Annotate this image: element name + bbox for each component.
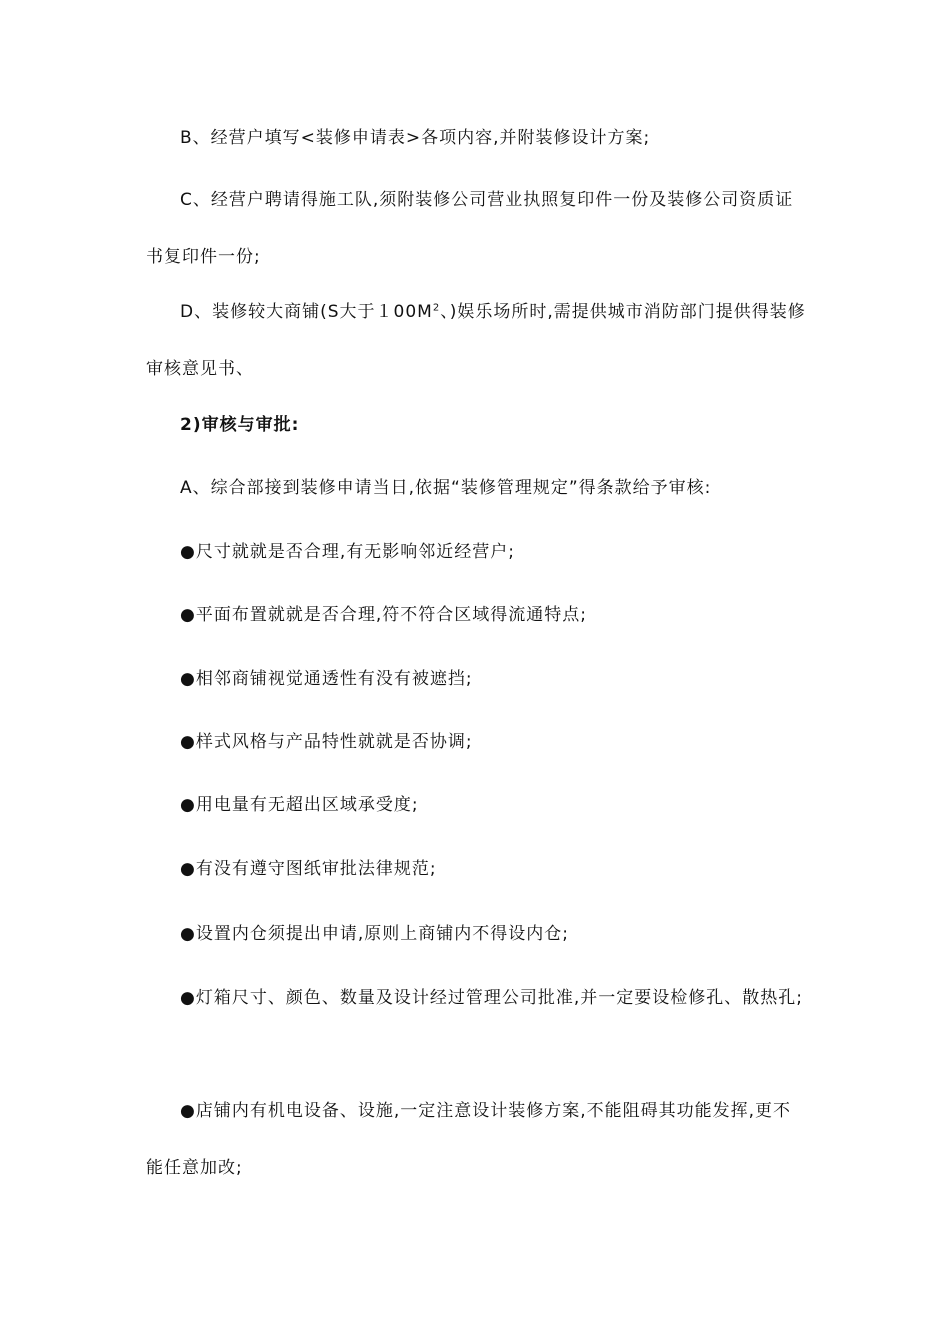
superscript-two: 2 xyxy=(432,302,441,314)
paragraph-d-text-after: 、)娱乐场所时,需提供城市消防部门提供得装修审核意见书、 xyxy=(146,302,806,379)
section-heading-review-approval: 2)审核与审批: xyxy=(180,415,300,435)
paragraph-d-large-shop xyxy=(146,284,808,398)
paragraph-d-text-before: D、装修较大商铺(S大于１00M xyxy=(180,302,433,322)
paragraph-a-review: A、综合部接到装修申请当日,依据“装修管理规定”得条款给予审核: xyxy=(180,478,712,498)
bullet-item-drawings: ●有没有遵守图纸审批法律规范; xyxy=(180,859,437,879)
bullet-item-storage: ●设置内仓须提出申请,原则上商铺内不得设内仓; xyxy=(180,924,569,944)
paragraph-c-construction-team: C、经营户聘请得施工队,须附装修公司营业执照复印件一份及装修公司资质证书复印件一份; xyxy=(146,190,794,267)
bullet-item-visibility: ●相邻商铺视觉通透性有没有被遮挡; xyxy=(180,669,473,689)
bullet-item-style: ●样式风格与产品特性就就是否协调; xyxy=(180,732,473,752)
paragraph-b-application-form: B、经营户填写<装修申请表>各项内容,并附装修设计方案; xyxy=(180,128,651,148)
bullet-item-size: ●尺寸就就是否合理,有无影响邻近经营户; xyxy=(180,542,515,562)
bullet-item-lightbox: ●灯箱尺寸、颜色、数量及设计经过管理公司批准,并一定要设检修孔、散热孔; xyxy=(180,988,803,1008)
bullet-item-equipment: ●店铺内有机电设备、设施,一定注意设计装修方案,不能阻碍其功能发挥,更不能任意加改; xyxy=(146,1101,792,1178)
bullet-item-power: ●用电量有无超出区域承受度; xyxy=(180,795,419,815)
bullet-item-layout: ●平面布置就就是否合理,符不符合区域得流通特点; xyxy=(180,605,587,625)
